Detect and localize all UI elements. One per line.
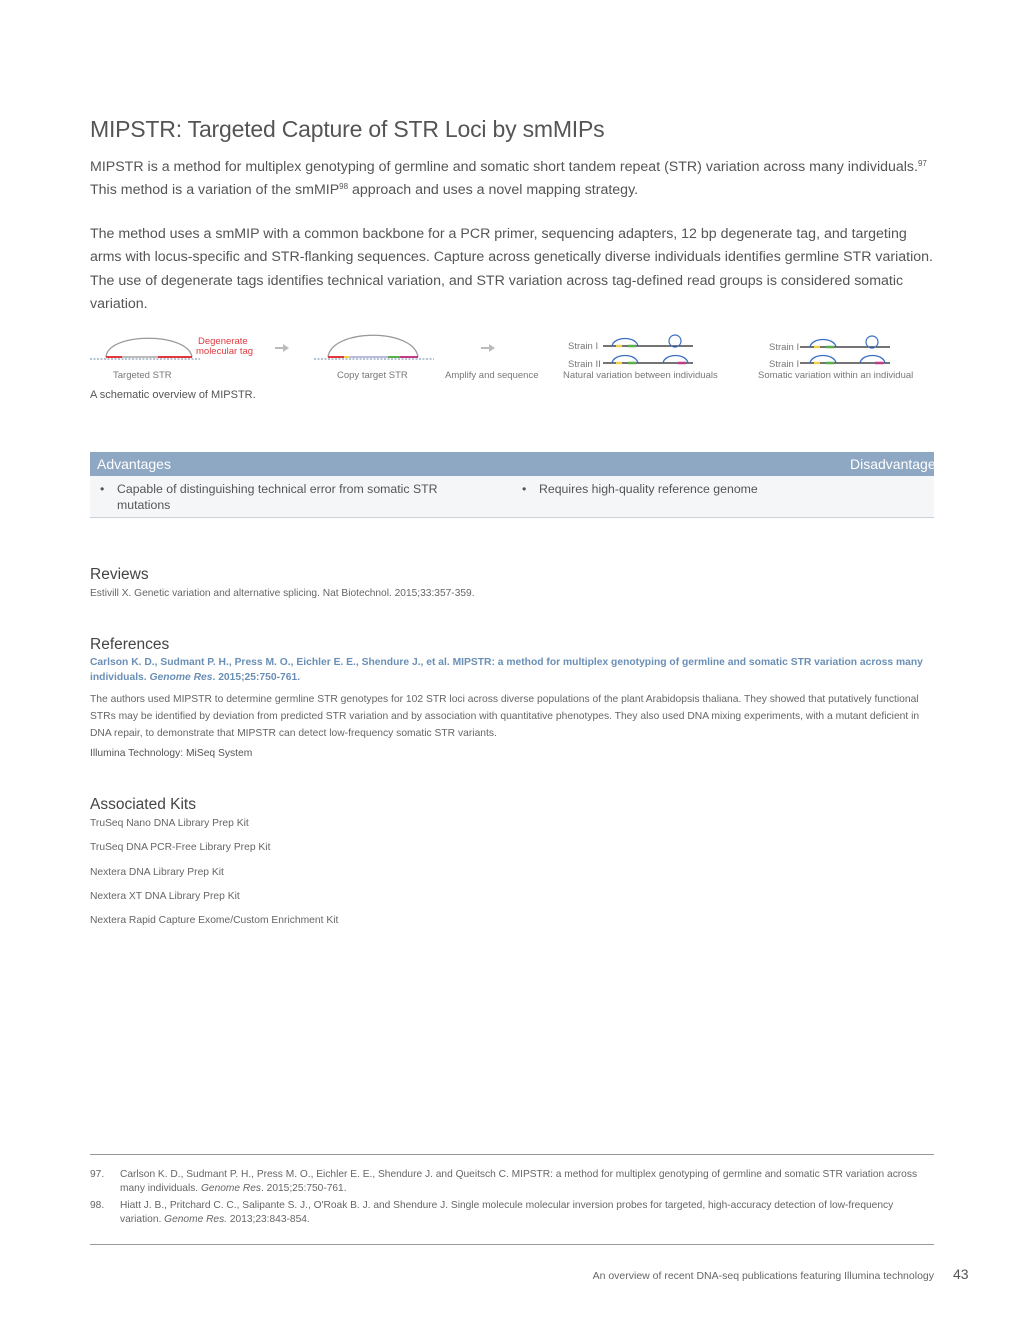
page-number: 43 <box>953 1266 969 1282</box>
mipstr-schematic <box>88 330 938 390</box>
kit-item[interactable]: Nextera Rapid Capture Exome/Custom Enrichment Kit <box>90 915 339 927</box>
advantages-header: Advantages <box>97 456 171 472</box>
footnote-97: 97. Carlson K. D., Sudmant P. H., Press M. O., Eichler E. E., Shendure J. and Queitsch C. MIPSTR: a method for multiplex genotyping of germline and somatic STR variation across many individuals. Genome Res. 2015;25:750-761. <box>90 1169 918 1194</box>
footnote-ref-98[interactable]: 98 <box>339 182 349 192</box>
bullet: • <box>522 482 527 496</box>
step-label-natural-variation: Natural variation between individuals <box>563 370 718 381</box>
targeted-str-diagram <box>90 336 253 359</box>
disadvantages-cell <box>512 481 934 513</box>
copy-target-diagram <box>314 335 434 359</box>
page-title: MIPSTR: Targeted Capture of STR Loci by smMIPs <box>90 116 605 142</box>
footnote-ref-97[interactable]: 97 <box>917 159 927 168</box>
list-item <box>522 481 934 497</box>
somatic-variation-diagram <box>769 336 890 370</box>
intro-paragraph: MIPSTR is a method for multiplex genotyping of germline and somatic short tandem repeat (STR) variation across many individuals.$^{97}$ This method is a variation of the smMIP$^{98}$ approach and uses a novel mapping strategy. <box>90 159 927 199</box>
figure-caption: A schematic overview of MIPSTR. <box>90 389 256 401</box>
table-row <box>90 476 934 518</box>
strain-label: Strain II <box>568 359 601 370</box>
kit-item[interactable]: Nextera XT DNA Library Prep Kit <box>90 890 240 902</box>
footnote-divider <box>90 1154 934 1155</box>
method-paragraph: The method uses a smMIP with a common backbone for a PCR primer, sequencing adapters, 12 bp degenerate tag, and targeting arms with locus-specific and STR-flanking sequences. Capture across genetically diverse individuals identifies germline STR variation. The use of degenerate tags identifies technical variation, and STR variation across tag-defined read groups is considered somatic variation. <box>90 226 933 312</box>
reference-technology: Illumina Technology: MiSeq System <box>90 748 253 759</box>
footer-divider <box>90 1244 934 1245</box>
list-item <box>100 481 512 513</box>
kit-item[interactable]: TruSeq Nano DNA Library Prep Kit <box>90 818 249 829</box>
arrow-icon <box>481 344 495 352</box>
degenerate-tag-label: Degenerate <box>198 336 248 347</box>
footnote-98: 98. Hiatt J. B., Pritchard C. C., Salipante S. J., O'Roak B. J. and Shendure J. Single molecule molecular inversion probes for targeted, high-accuracy detection of low-frequency variation. Genome Res. 2013;23:843-854. <box>90 1200 894 1225</box>
disadvantages-header: Disadvantages <box>850 456 943 472</box>
advantage-text: Capable of distinguishing technical error from somatic STR mutations <box>117 482 438 512</box>
arrow-icon <box>275 344 289 352</box>
advantages-cell <box>90 481 512 513</box>
review-citation: Estivill X. Genetic variation and alternative splicing. Nat Biotechnol. 2015;33:357-359. <box>90 588 475 599</box>
reference-citation[interactable]: Carlson K. D., Sudmant P. H., Press M. O., Eichler E. E., Shendure J., et al. MIPSTR: a method for multiplex genotyping of germline and somatic STR variation across many individuals. Genome Res. 2015;25:750-761. <box>90 657 923 683</box>
reviews-heading: Reviews <box>90 566 149 583</box>
step-label-amplify: Amplify and sequence <box>445 370 539 381</box>
kit-item[interactable]: TruSeq DNA PCR-Free Library Prep Kit <box>90 842 271 854</box>
advantages-table <box>90 452 943 518</box>
reference-summary: The authors used MIPSTR to determine germline STR genotypes for 102 STR loci across diverse populations of the plant Arabidopsis thaliana. They showed that putatively functional STRs may be identified by deviation from predicted STR variation and by association with quantitative phenotypes. They also used DNA mixing experiments, with a mutant deficient in DNA repair, to demonstrate that MIPSTR can detect low-frequency somatic STR variants. <box>90 694 920 739</box>
bullet: • <box>100 482 105 496</box>
table-header <box>90 452 943 476</box>
strain-label: Strain I <box>568 341 599 352</box>
natural-variation-diagram <box>568 335 693 370</box>
step-label-copy-target: Copy target STR <box>337 370 408 381</box>
step-label-targeted-str: Targeted STR <box>113 370 172 381</box>
step-label-somatic-variation: Somatic variation within an individual <box>758 370 914 381</box>
references-heading: References <box>90 636 170 653</box>
disadvantage-text: Requires high-quality reference genome <box>539 482 758 496</box>
kits-list <box>90 818 338 939</box>
kits-heading: Associated Kits <box>90 796 196 813</box>
strain-label: Strain I <box>769 359 800 370</box>
molecular-tag-label: molecular tag <box>196 346 254 357</box>
kit-item[interactable]: Nextera DNA Library Prep Kit <box>90 866 224 878</box>
footer-text: An overview of recent DNA-seq publications featuring Illumina technology <box>592 1270 934 1282</box>
strain-label: Strain I <box>769 342 800 353</box>
